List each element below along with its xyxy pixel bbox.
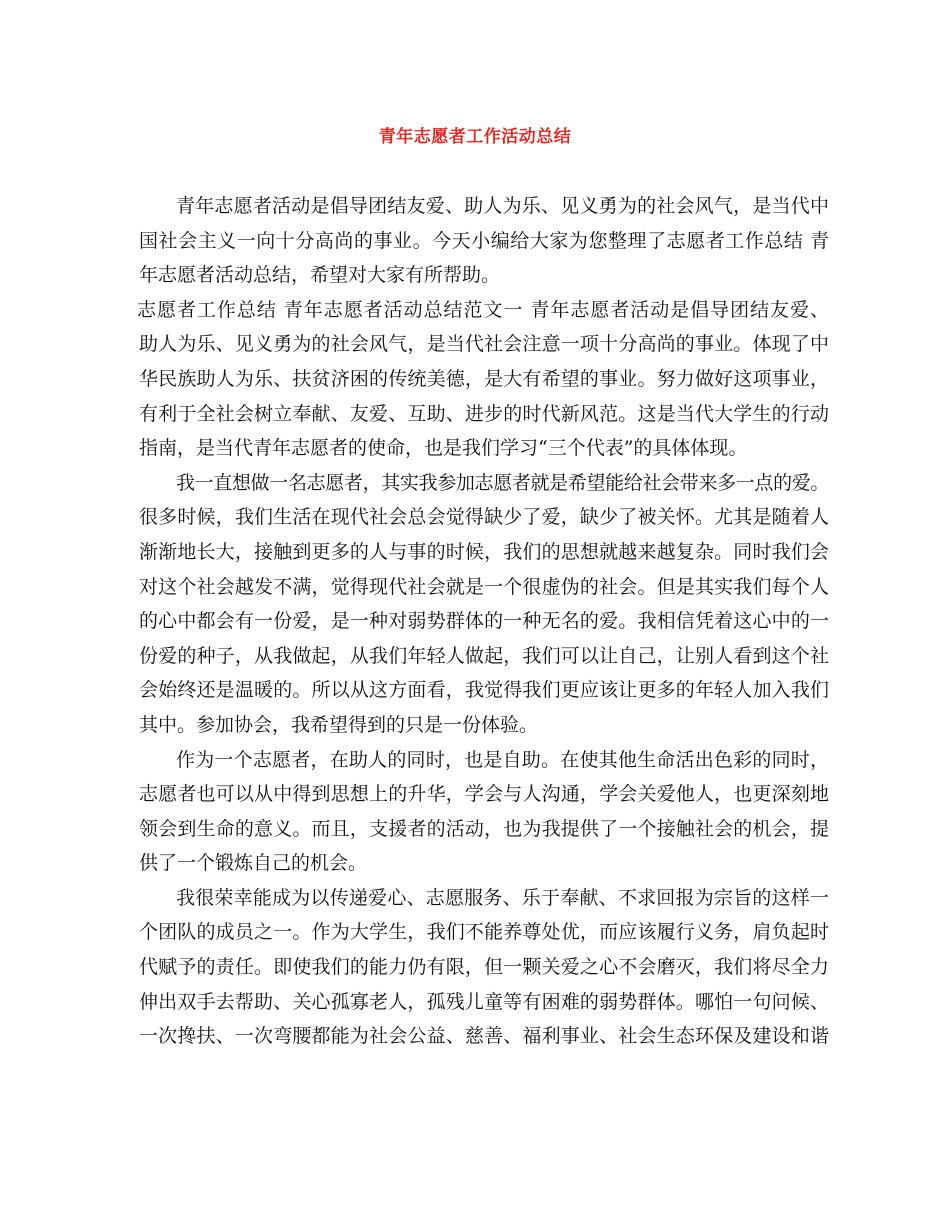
text-line: 供了一个锻炼自己的机会。: [139, 852, 368, 875]
document-body: [139, 189, 829, 1054]
text-line: 作为一个志愿者，在助人的同时，也是自助。在使其他生命活出色彩的同时，: [176, 748, 829, 771]
text-line: 助人为乐、见义勇为的社会风气，是当代社会注意一项十分高尚的事业。体现了中: [139, 333, 829, 356]
text-line: 国社会主义一向十分高尚的事业。今天小编给大家为您整理了志愿者工作总结 青: [139, 229, 829, 252]
text-line: 代赋予的责任。即使我们的能力仍有限，但一颗关爱之心不会磨灭，我们将尽全力: [139, 956, 829, 979]
text-line: 我很荣幸能成为以传递爱心、志愿服务、乐于奉献、不求回报为宗旨的这样一: [176, 886, 829, 909]
text-line: 有利于全社会树立奉献、友爱、互助、进步的时代新风范。这是当代大学生的行动: [139, 402, 829, 425]
text-line: 渐渐地长大，接触到更多的人与事的时候，我们的思想就越来越复杂。同时我们会: [139, 540, 829, 563]
text-line: 很多时候，我们生活在现代社会总会觉得缺少了爱，缺少了被关怀。尤其是随着人: [139, 506, 829, 529]
text-line: 一次搀扶、一次弯腰都能为社会公益、慈善、福利事业、社会生态环保及建设和谐: [139, 1025, 829, 1048]
text-line: 我一直想做一名志愿者，其实我参加志愿者就是希望能给社会带来多一点的爱。: [176, 471, 829, 494]
text-line: 青年志愿者活动是倡导团结友爱、助人为乐、见义勇为的社会风气，是当代中: [176, 195, 829, 217]
text-line: 份爱的种子，从我做起，从我们年轻人做起，我们可以让自己，让别人看到这个社: [139, 644, 829, 667]
text-line: 年志愿者活动总结，希望对大家有所帮助。: [139, 264, 501, 287]
text-line: 伸出双手去帮助、关心孤寡老人，孤残儿童等有困难的弱势群体。哪怕一句问候、: [139, 990, 829, 1013]
document-title: 青年志愿者工作活动总结: [378, 127, 572, 147]
text-line: 其中。参加协会，我希望得到的只是一份体验。: [139, 713, 539, 736]
text-line: 个团队的成员之一。作为大学生，我们不能养尊处优，而应该履行义务，肩负起时: [139, 921, 829, 944]
text-line: 指南，是当代青年志愿者的使命，也是我们学习“三个代表”的具体体现。: [139, 437, 748, 460]
text-line: 志愿者也可以从中得到思想上的升华，学会与人沟通，学会关爱他人，也更深刻地: [139, 783, 829, 806]
text-line: 志愿者工作总结 青年志愿者活动总结范文一 青年志愿者活动是倡导团结友爱、: [137, 298, 829, 321]
text-line: 华民族助人为乐、扶贫济困的传统美德，是大有希望的事业。努力做好这项事业，: [139, 367, 829, 390]
text-line: 会始终还是温暖的。所以从这方面看，我觉得我们更应该让更多的年轻人加入我们: [139, 679, 829, 702]
text-line: 对这个社会越发不满，觉得现代社会就是一个很虚伪的社会。但是其实我们每个人: [139, 575, 829, 598]
text-line: 的心中都会有一份爱，是一种对弱势群体的一种无名的爱。我相信凭着这心中的一: [139, 610, 829, 633]
text-line: 领会到生命的意义。而且，支援者的活动，也为我提供了一个接触社会的机会，提: [139, 817, 829, 840]
